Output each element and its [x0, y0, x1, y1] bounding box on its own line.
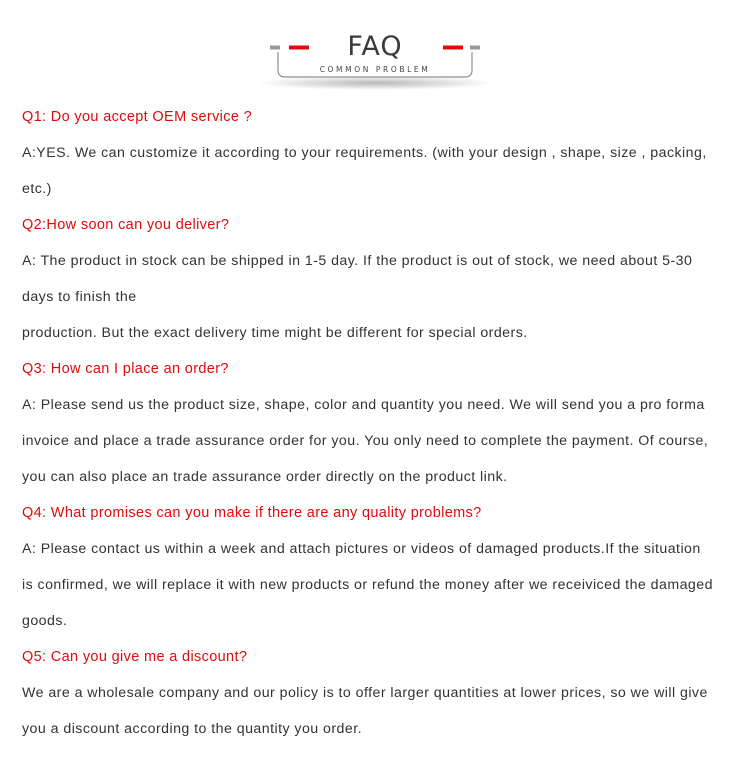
answer-4-line-2: is confirmed, we will replace it with new products or refund the money after we receiviced the damaged — [22, 577, 713, 593]
answer-4-line-3: goods. — [22, 613, 68, 629]
answer-5-line-2: you a discount according to the quantity you order. — [22, 721, 363, 737]
question-5: Q5: Can you give me a discount? — [22, 649, 248, 665]
answer-2-line-2: days to finish the — [22, 289, 137, 305]
header-shadow — [256, 76, 496, 90]
answer-3-line-3: you can also place an trade assurance order directly on the product link. — [22, 469, 508, 485]
right-gray-dash — [470, 46, 480, 50]
answer-3-line-1: A: Please send us the product size, shape, color and quantity you need. We will send you a pro forma — [22, 397, 705, 413]
question-2: Q2:How soon can you deliver? — [22, 217, 230, 233]
faq-item-3 — [22, 351, 737, 495]
answer-1-line-2: etc.) — [22, 181, 52, 197]
answer-4-line-1: A: Please contact us within a week and attach pictures or videos of damaged products.If the situation — [22, 541, 701, 557]
answer-3-line-2: invoice and place a trade assurance order for you. You only need to complete the payment. Of course, — [22, 433, 709, 449]
answer-2-line-3: production. But the exact delivery time might be different for special orders. — [22, 325, 528, 341]
left-gray-dash — [270, 46, 280, 50]
answer-5-line-1: We are a wholesale company and our policy is to offer larger quantities at lower prices, so we will give — [22, 685, 708, 701]
answer-2-line-1: A: The product in stock can be shipped in 1-5 day. If the product is out of stock, we need about 5-30 — [22, 253, 693, 269]
question-4: Q4: What promises can you make if there are any quality problems? — [22, 505, 482, 521]
answer-1-line-1: A:YES. We can customize it according to your requirements. (with your design , shape, size , packing, — [22, 145, 707, 161]
faq-subtitle: COMMON PROBLEM — [319, 65, 431, 74]
faq-item-5 — [22, 639, 737, 747]
faq-title: FAQ — [347, 31, 403, 62]
question-1: Q1: Do you accept OEM service ? — [22, 109, 253, 125]
faq-item-4 — [22, 495, 737, 639]
faq-item-2 — [22, 207, 737, 351]
faq-list — [22, 99, 737, 747]
question-3: Q3: How can I place an order? — [22, 361, 229, 377]
faq-item-1 — [22, 99, 737, 207]
faq-header — [0, 0, 750, 100]
